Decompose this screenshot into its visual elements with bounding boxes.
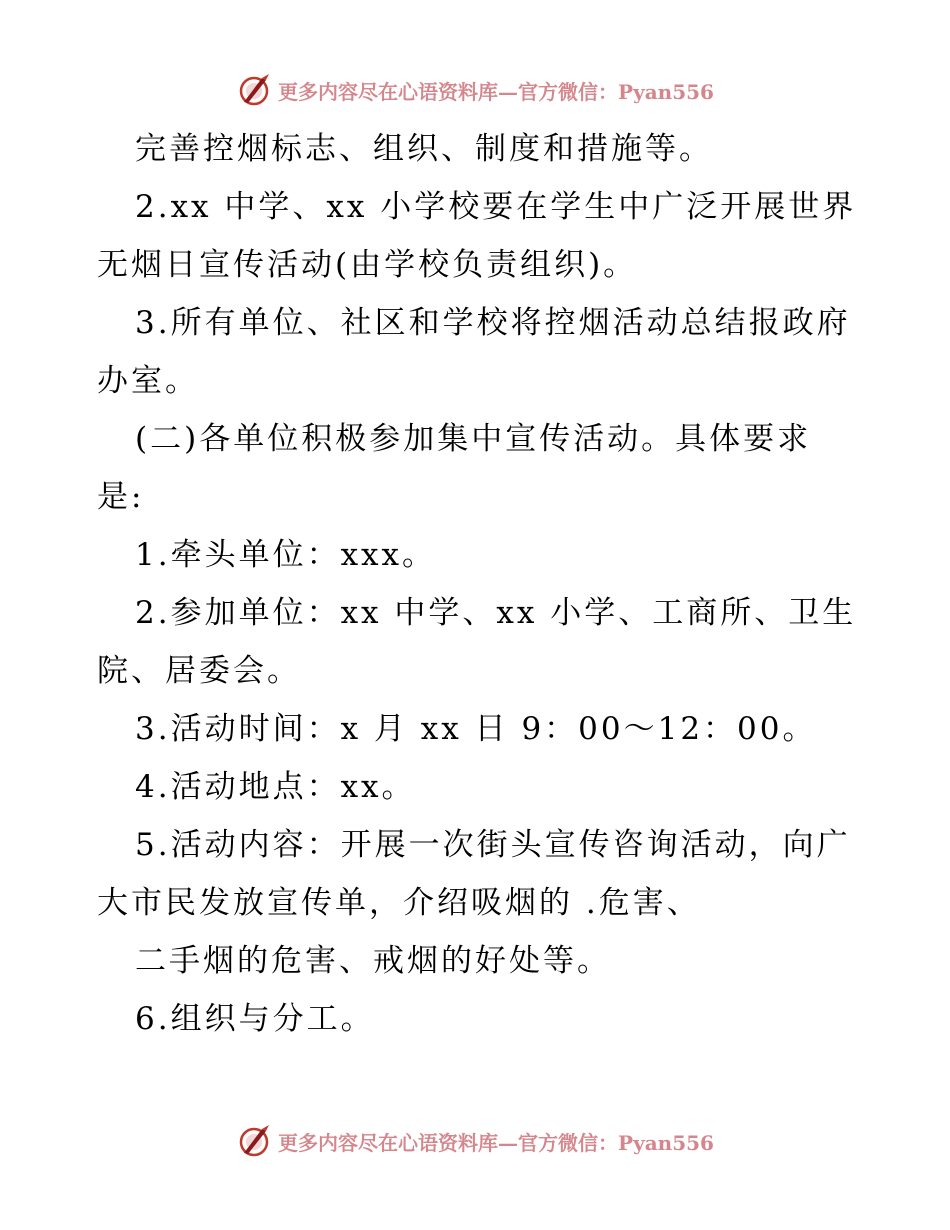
paragraph-line: 4.活动地点：xx。	[135, 769, 416, 805]
paragraph-line: 无烟日宣传活动(由学校负责组织)。	[97, 247, 638, 283]
paragraph-line: 二手烟的危害、戒烟的好处等。	[135, 943, 611, 979]
document-body	[97, 120, 857, 1048]
paragraph-line: 3.活动时间：x 月 xx 日 9：00～12：00。	[135, 711, 817, 747]
paragraph-line: 3.所有单位、社区和学校将控烟活动总结报政府	[135, 305, 851, 341]
paragraph-line: 2.参加单位：xx 中学、xx 小学、工商所、卫生	[135, 595, 857, 631]
quill-logo-icon	[236, 72, 272, 108]
paragraph-line: 完善控烟标志、组织、制度和措施等。	[135, 131, 713, 167]
footer-watermark	[0, 1121, 950, 1161]
paragraph-line: 1.牵头单位：xxx。	[135, 537, 437, 573]
paragraph-line: 2.xx 中学、xx 小学校要在学生中广泛开展世界	[135, 189, 857, 225]
paragraph-line: 大市民发放宣传单，介绍吸烟的 .危害、	[97, 885, 701, 921]
paragraph-line: (二)各单位积极参加集中宣传活动。具体要求	[135, 421, 812, 457]
header-watermark	[0, 70, 950, 110]
paragraph-line: 6.组织与分工。	[135, 1001, 375, 1037]
paragraph-line: 是:	[97, 479, 145, 515]
paragraph-line: 5.活动内容：开展一次街头宣传咨询活动，向广	[135, 827, 851, 863]
watermark-text: 更多内容尽在心语资料库—官方微信：Pyan556	[278, 1130, 714, 1155]
paragraph-line: 办室。	[97, 363, 199, 399]
watermark-text: 更多内容尽在心语资料库—官方微信：Pyan556	[278, 79, 714, 104]
quill-logo-icon	[236, 1123, 272, 1159]
paragraph-line: 院、居委会。	[97, 653, 301, 689]
